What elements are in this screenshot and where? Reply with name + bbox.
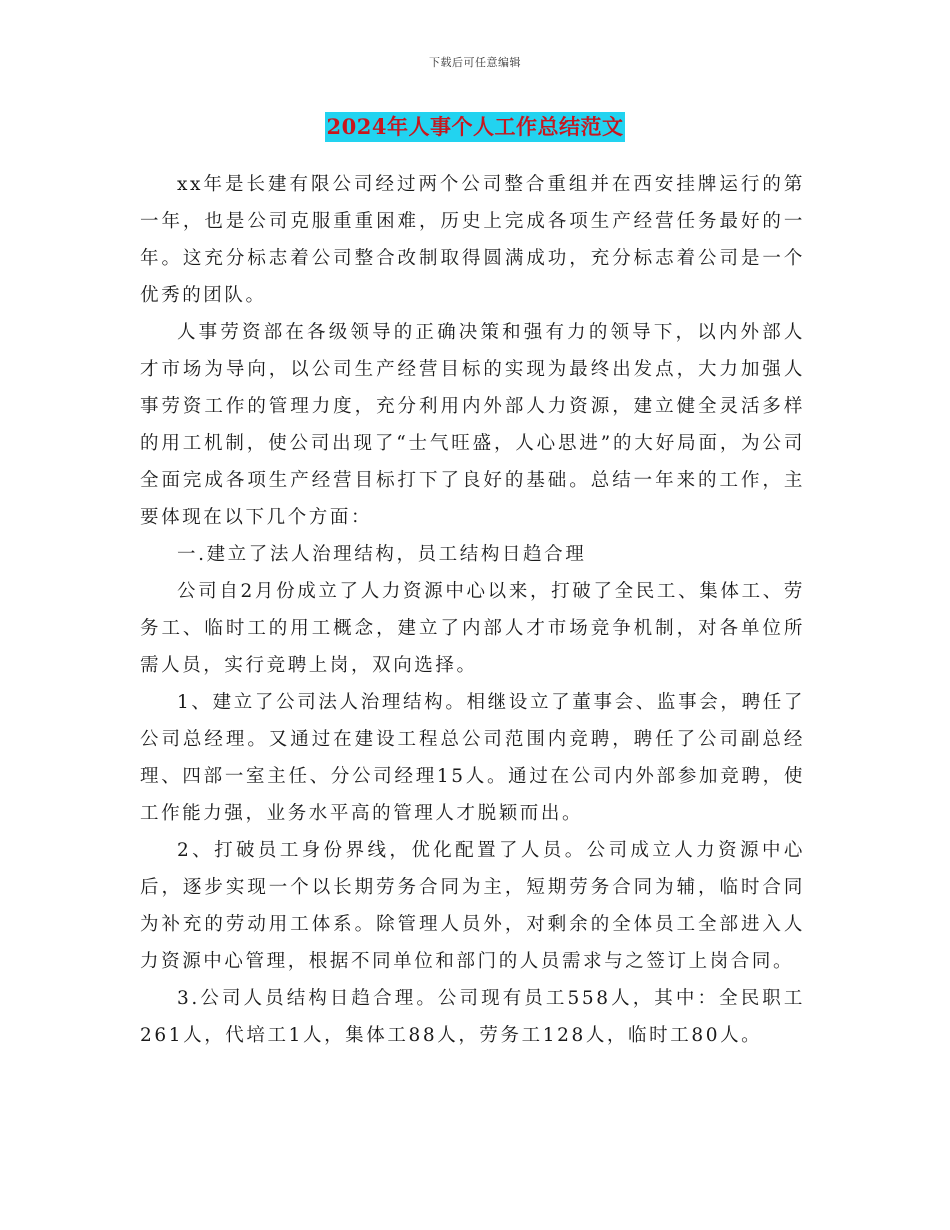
- document-title: 2024年人事个人工作总结范文: [325, 112, 626, 142]
- paragraph-intro: xx年是长建有限公司经过两个公司整合重组并在西安挂牌运行的第一年，也是公司克服重重困难，历史上完成各项生产经营任务最好的一年。这充分标志着公司整合改制取得圆满成功，充分标志着公司是一个优秀的团队。: [140, 174, 805, 306]
- document-body: [140, 166, 805, 1054]
- section-heading-1: 一.建立了法人治理结构，员工结构日趋合理: [177, 544, 587, 565]
- paragraph-item-3: 3.公司人员结构日趋合理。公司现有员工558人，其中：全民职工261人，代培工1人，集体工88人，劳务工128人，临时工80人。: [140, 988, 805, 1046]
- title-wrap: [0, 112, 950, 142]
- paragraph-hr-center: 公司自2月份成立了人力资源中心以来，打破了全民工、集体工、劳务工、临时工的用工概念，建立了内部人才市场竞争机制，对各单位所需人员，实行竞聘上岗，双向选择。: [140, 581, 805, 676]
- paragraph-item-2: 2、打破员工身份界线，优化配置了人员。公司成立人力资源中心后，逐步实现一个以长期劳务合同为主，短期劳务合同为辅，临时合同为补充的劳动用工体系。除管理人员外，对剩余的全体员工全部进入人力资源中心管理，根据不同单位和部门的人员需求与之签订上岗合同。: [140, 840, 805, 972]
- header-note: 下载后可任意编辑: [429, 56, 521, 69]
- paragraph-item-1: 1、建立了公司法人治理结构。相继设立了董事会、监事会，聘任了公司总经理。又通过在建设工程总公司范围内竞聘，聘任了公司副总经理、四部一室主任、分公司经理15人。通过在公司内外部参加竞聘，使工作能力强，业务水平高的管理人才脱颖而出。: [140, 692, 805, 824]
- paragraph-overview: 人事劳资部在各级领导的正确决策和强有力的领导下，以内外部人才市场为导向，以公司生产经营目标的实现为最终出发点，大力加强人事劳资工作的管理力度，充分利用内外部人力资源，建立健全灵活多样的用工机制，使公司出现了“士气旺盛，人心思进”的大好局面，为公司全面完成各项生产经营目标打下了良好的基础。总结一年来的工作，主要体现在以下几个方面：: [140, 322, 805, 528]
